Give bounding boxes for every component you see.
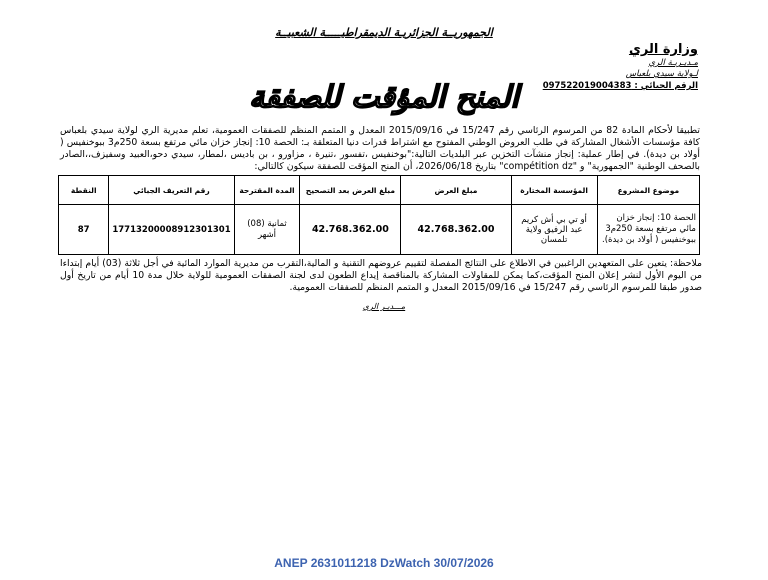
header-score: النقطة (59, 176, 109, 205)
cell-score: 87 (59, 205, 109, 255)
cell-amount-corrected: 42.768.362.00 (300, 205, 401, 255)
award-table (58, 175, 700, 255)
intro-paragraph: تطبيقا لأحكام المادة 82 من المرسوم الرئاسي رقم 15/247 في 2015/09/16 المعدل و المتمم المنظم للصفقات العمومية، تعلم مديرية الري لولاية سيدي بلعباس كافة مؤسسات الأشغال المشاركة في طلب العروض الوطني المفتوح مع اشتراط قدرات دنيا المتعلقة بـ: الحصة 10: إنجاز خزان مائي مرتفع بسعة 250م3 ببوخنفيس ( أولاد بن ديدة). في إطار عملية: إنجاز منشآت التخزين عبر البلديات التالية:"بوخنفيس ،تفسور ،تنيرة ، مزاورو ، بن باديس ،لمطار، سيدي دحو،العبيد وسفيزف،،الصادر بالصحف الوطنية "الجمهورية" و "compétition dz" بتاريخ 2026/06/18، أن المنح المؤقت للصفقة سيكون كالتالي: (60, 125, 701, 172)
cell-tax-id: 17713200008912301301 (109, 205, 234, 255)
directorate-name: مـديـريـة الري (648, 58, 698, 68)
wilaya-name: لـولاية سيدي بلعباس (625, 69, 698, 79)
note-paragraph: ملاحظة: يتعين على المتعهدين الراغبين في الاطلاع على النتائج المفصلة لتقييم عروضهم التقنية و المالية،التقرب من مديرية الموارد المائية في أجل ثلاثة (03) أيام إبتداءا من اليوم الأول لنشر إعلان المنح المؤقت،كما يمكن للمقاولات المشاركة بالمناقصة إيداع الطعون لدى لجنة الصفقات العمومية للولاية خلال مدة 10 أيام من تاريخ أول صدور طبقا للمرسوم الرئاسي رقم 15/247 في 2015/09/16 المعدل و المتمم المنظم للصفقات العمومية. (60, 258, 703, 293)
republic-heading: الجمهوريــة الجزائريـة الديمقراطيـــــة الشعبيــة (275, 26, 493, 39)
header-company: المؤسسة المختارة (511, 176, 597, 205)
document-title: المنح المؤقت للصفقة (249, 80, 519, 115)
cell-project: الحصة 10: إنجاز خزان مائي مرتفع بسعة 250م3 ببوخنفيس ( أولاد بن ديدة). (597, 205, 699, 255)
issuer-tax-id: الرقم الجبائي : 097522019004383 (542, 81, 698, 91)
cell-amount: 42.768.362.00 (401, 205, 511, 255)
header-amount-corrected: مبلغ العرض بعد التصحيح (300, 176, 401, 205)
table-row (59, 205, 700, 255)
cell-duration: ثمانية (08) أشهر (234, 205, 300, 255)
header-project: موضوع المشروع (597, 176, 699, 205)
header-duration: المدة المقترحة (234, 176, 300, 205)
header-amount: مبلغ العرض (401, 176, 511, 205)
cell-company: أو تي بي أش كريم عبد الرفيق ولاية تلمسان (511, 205, 597, 255)
ministry-name: وزارة الري (628, 42, 698, 57)
table-header-row (59, 176, 700, 205)
anep-footer: ANEP 2631011218 DzWatch 30/07/2026 (274, 556, 494, 570)
header-tax-id: رقم التعريف الجبائي (109, 176, 234, 205)
signature-line: مـــديـر الري (362, 302, 406, 311)
